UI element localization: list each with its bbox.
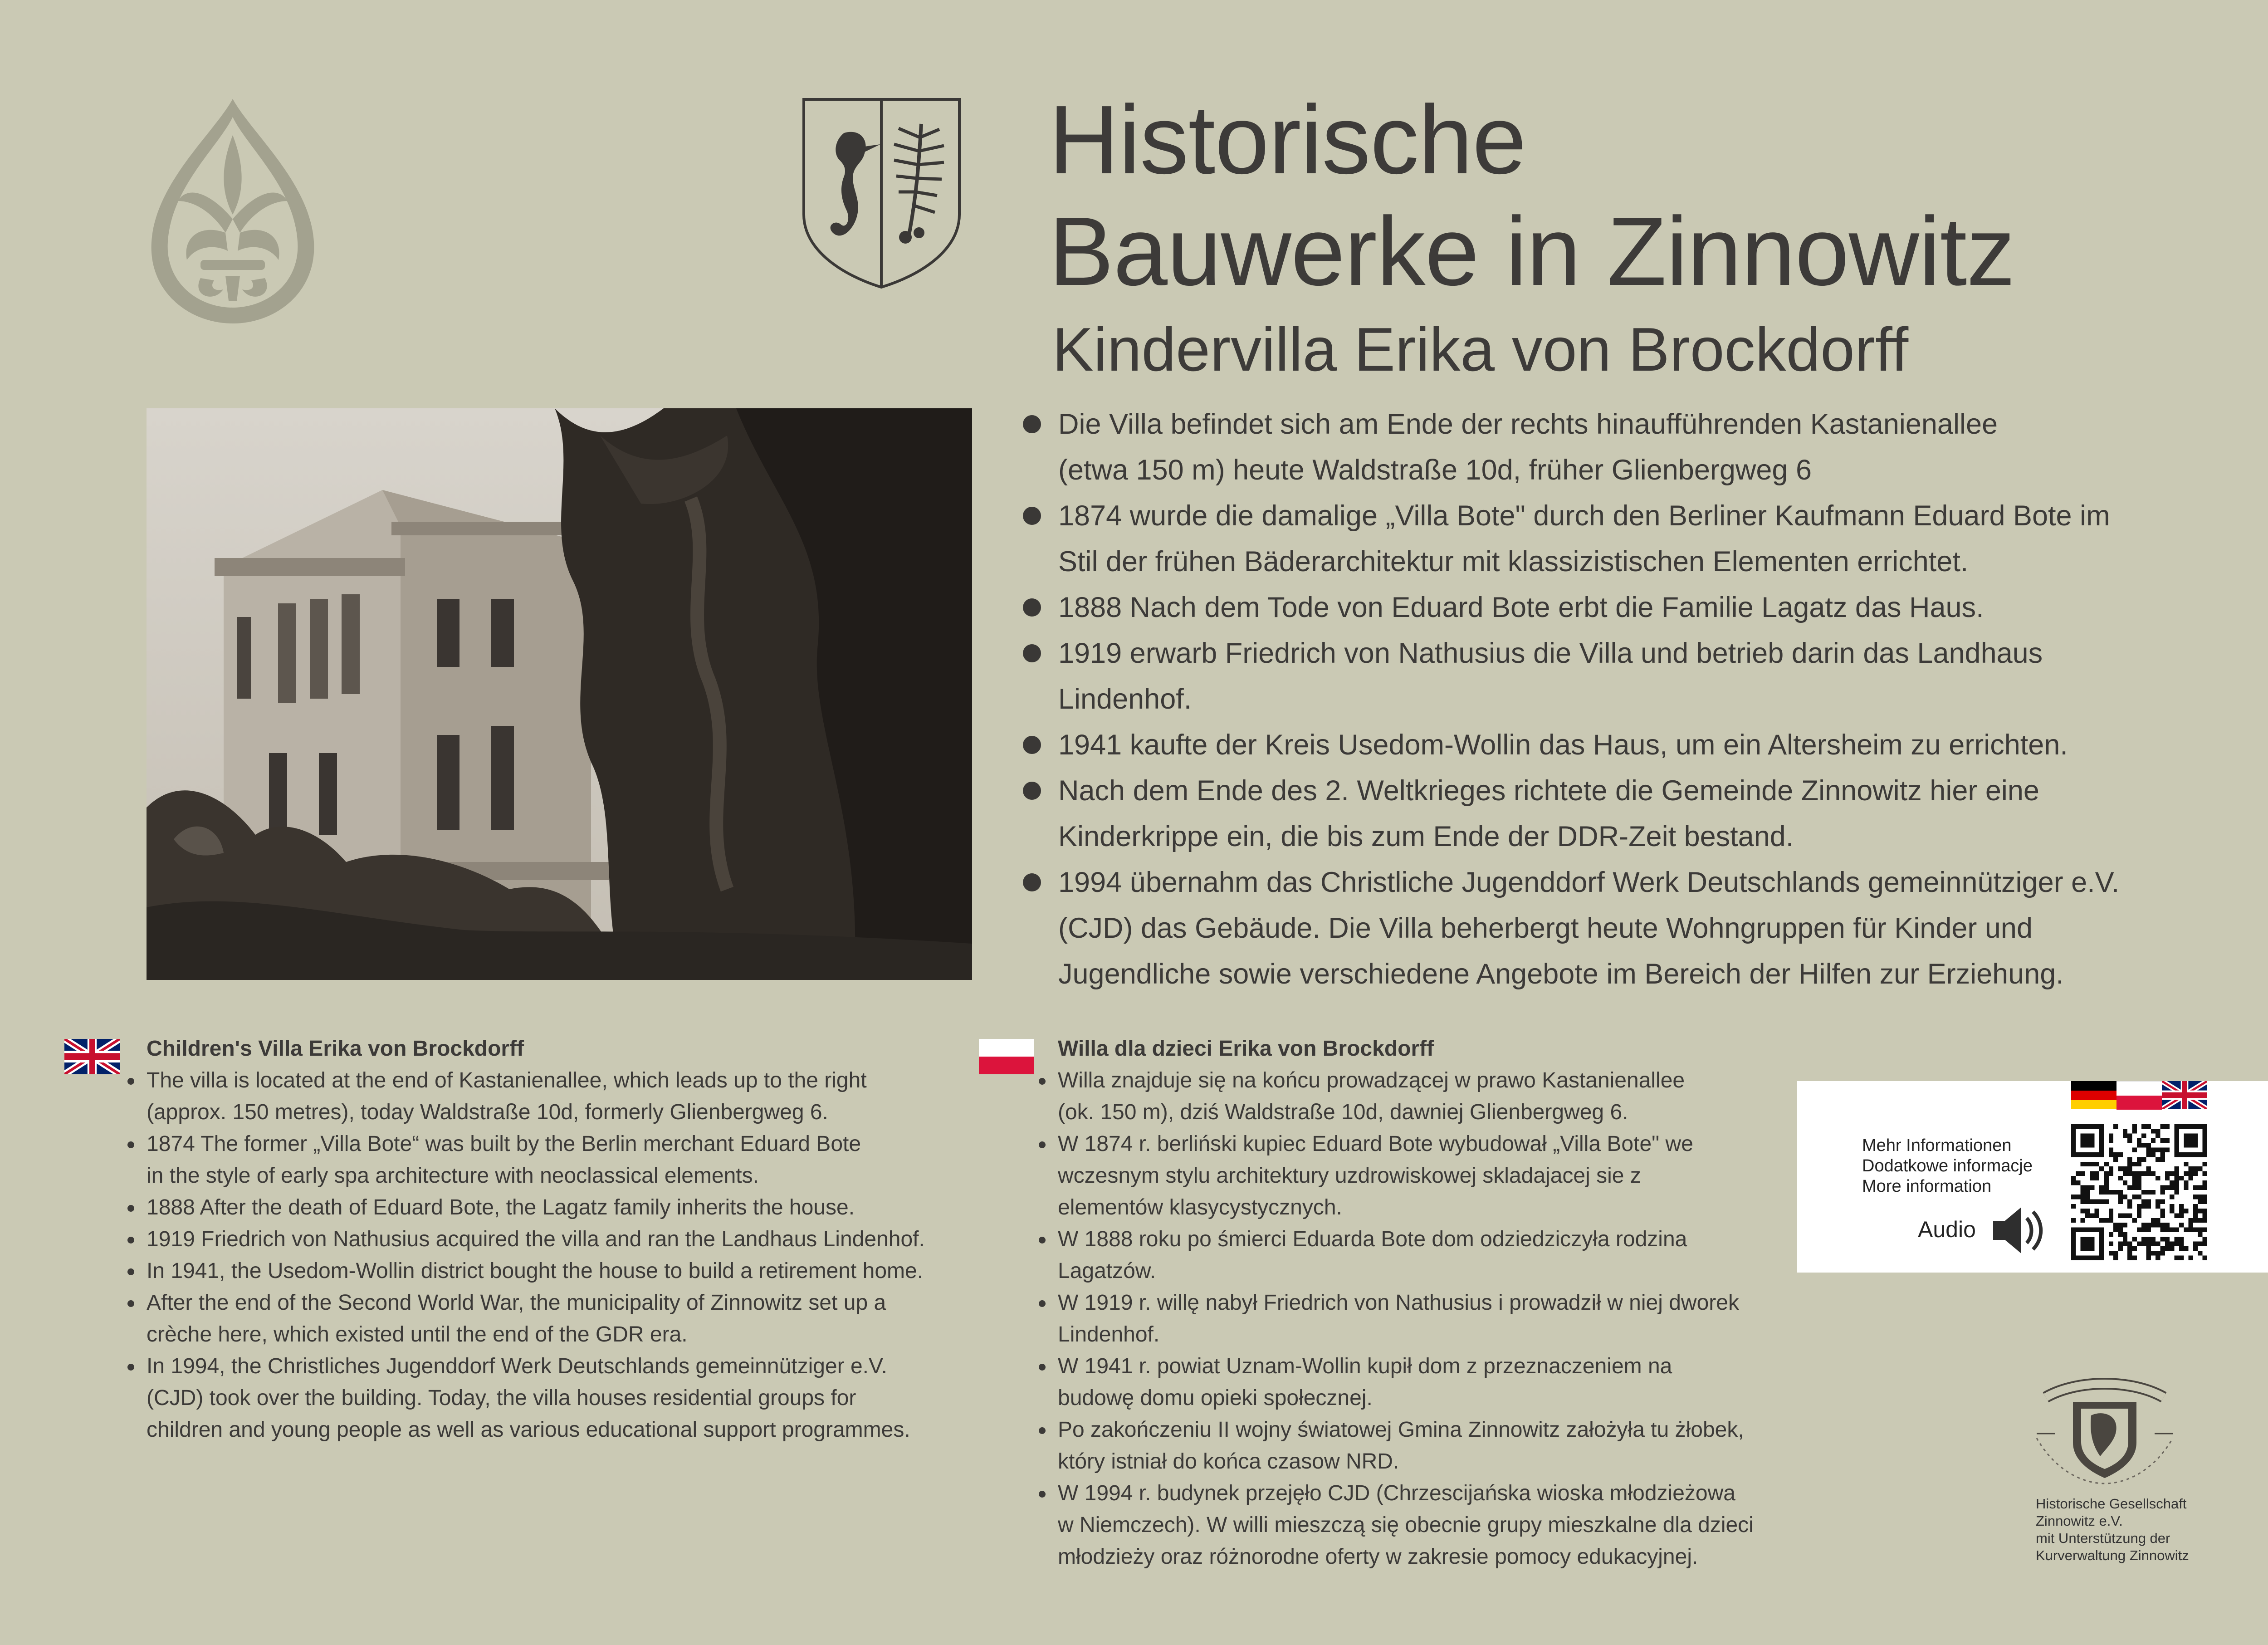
more-info-text: Mehr Informationen Dodatkowe informacje More information [1862,1136,2033,1196]
german-text-list [1018,401,2243,997]
list-item: The villa is located at the end of Kastanienallee, which leads up to the right (approx. 150 metres), today Waldstraße 10d, formerly Glienbergweg 6. [147,1065,977,1128]
list-item: After the end of the Second World War, the municipality of Zinnowitz set up a crèche here, which existed until the end of the GDR era. [147,1287,977,1351]
society-seal-icon [2028,1370,2182,1488]
list-item: Willa znajduje się na końcu prowadzącej w prawo Kastanienallee (ok. 150 m), dziś Waldstraße 10d, dawniej Glienbergweg 6. [1058,1065,1797,1128]
list-item: 1888 Nach dem Tode von Eduard Bote erbt die Familie Lagatz das Haus. [1018,585,2243,631]
english-heading: Children's Villa Erika von Brockdorff [147,1037,524,1061]
list-item: 1874 The former „Villa Bote“ was built by the Berlin merchant Eduard Bote in the style of early spa architecture with neoclassical elements. [147,1128,977,1192]
list-item: W 1874 r. berliński kupiec Eduard Bote wybudował „Villa Bote" we wczesnym stylu architektury uzdrowiskowej skladajacej sie z elementów klasycystycznych. [1058,1128,1797,1224]
de-flag-icon [2071,1081,2116,1109]
list-item: W 1994 r. budynek przejęło CJD (Chrzescijańska wioska młodzieżowa w Niemczech). W willi mieszczą się obecnie grupy mieszkalne dla dzieci młodzieży oraz różnorodne oferty w zakresie pomocy edukacyjnej. [1058,1478,1797,1573]
list-item: In 1941, the Usedom-Wollin district bought the house to build a retirement home. [147,1255,977,1287]
title-line-1: Historische [1049,85,1526,194]
list-item: 1994 übernahm das Christliche Jugenddorf Werk Deutschlands gemeinnütziger e.V. (CJD) das Gebäude. Die Villa beherbergt heute Wohngruppen für Kinder und Jugendliche sowie verschiedene Angebote im Bereich der Hilfen zur Erziehung. [1018,860,2243,997]
list-item: 1941 kaufte der Kreis Usedom-Wollin das Haus, um ein Altersheim zu errichten. [1018,722,2243,768]
polish-heading: Willa dla dzieci Erika von Brockdorff [1058,1037,1434,1061]
polish-section [1058,1033,1797,1573]
title-line-2: Bauwerke in Zinnowitz [1049,196,2015,306]
list-item: In 1994, the Christliches Jugenddorf Werk Deutschlands gemeinnütziger e.V. (CJD) took over the building. Today, the villa houses residential groups for children and young people as well as various educational support programmes. [147,1351,977,1446]
coat-of-arms-icon [801,97,962,289]
ornament-icon [146,97,319,326]
page-subtitle: Kindervilla Erika von Brockdorff [1052,315,1909,384]
pl-flag-small-icon [2116,1081,2162,1109]
english-text-list [147,1065,977,1446]
english-section [147,1033,977,1446]
villa-photo [147,408,972,980]
list-item: 1919 Friedrich von Nathusius acquired the villa and ran the Landhaus Lindenhof. [147,1224,977,1255]
qr-code-icon[interactable] [2071,1124,2207,1260]
speaker-icon[interactable] [1991,1204,2046,1257]
society-credit: Historische Gesellschaft Zinnowitz e.V. mit Unterstützung der Kurverwaltung Zinnowitz [2036,1496,2189,1563]
list-item: W 1888 roku po śmierci Eduarda Bote dom odziedziczyła rodzina Lagatzów. [1058,1224,1797,1287]
list-item: Po zakończeniu II wojny światowej Gmina Zinnowitz założyła tu żłobek, który istniał do końca czasow NRD. [1058,1414,1797,1478]
page-title [1049,84,2015,307]
list-item: 1919 erwarb Friedrich von Nathusius die Villa und betrieb darin das Landhaus Lindenhof. [1018,631,2243,722]
polish-text-list [1058,1065,1797,1573]
uk-flag-small-icon [2162,1081,2207,1109]
list-item: W 1919 r. willę nabył Friedrich von Nathusius i prowadził w niej dworek Lindenhof. [1058,1287,1797,1351]
list-item: W 1941 r. powiat Uznam-Wollin kupił dom z przeznaczeniem na budowę domu opieki społecznej. [1058,1351,1797,1414]
pl-flag-icon [979,1039,1034,1074]
audio-label: Audio [1918,1217,1976,1242]
list-item: 1874 wurde die damalige „Villa Bote" durch den Berliner Kaufmann Eduard Bote im Stil der frühen Bäderarchitektur mit klassizistischen Elementen errichtet. [1018,493,2243,585]
list-item: Die Villa befindet sich am Ende der rechts hinaufführenden Kastanienallee (etwa 150 m) heute Waldstraße 10d, früher Glienbergweg 6 [1018,401,2243,493]
list-item: 1888 After the death of Eduard Bote, the Lagatz family inherits the house. [147,1192,977,1224]
list-item: Nach dem Ende des 2. Weltkrieges richtete die Gemeinde Zinnowitz hier eine Kinderkrippe ein, die bis zum Ende der DDR-Zeit bestand. [1018,768,2243,860]
uk-flag-icon [64,1039,120,1074]
